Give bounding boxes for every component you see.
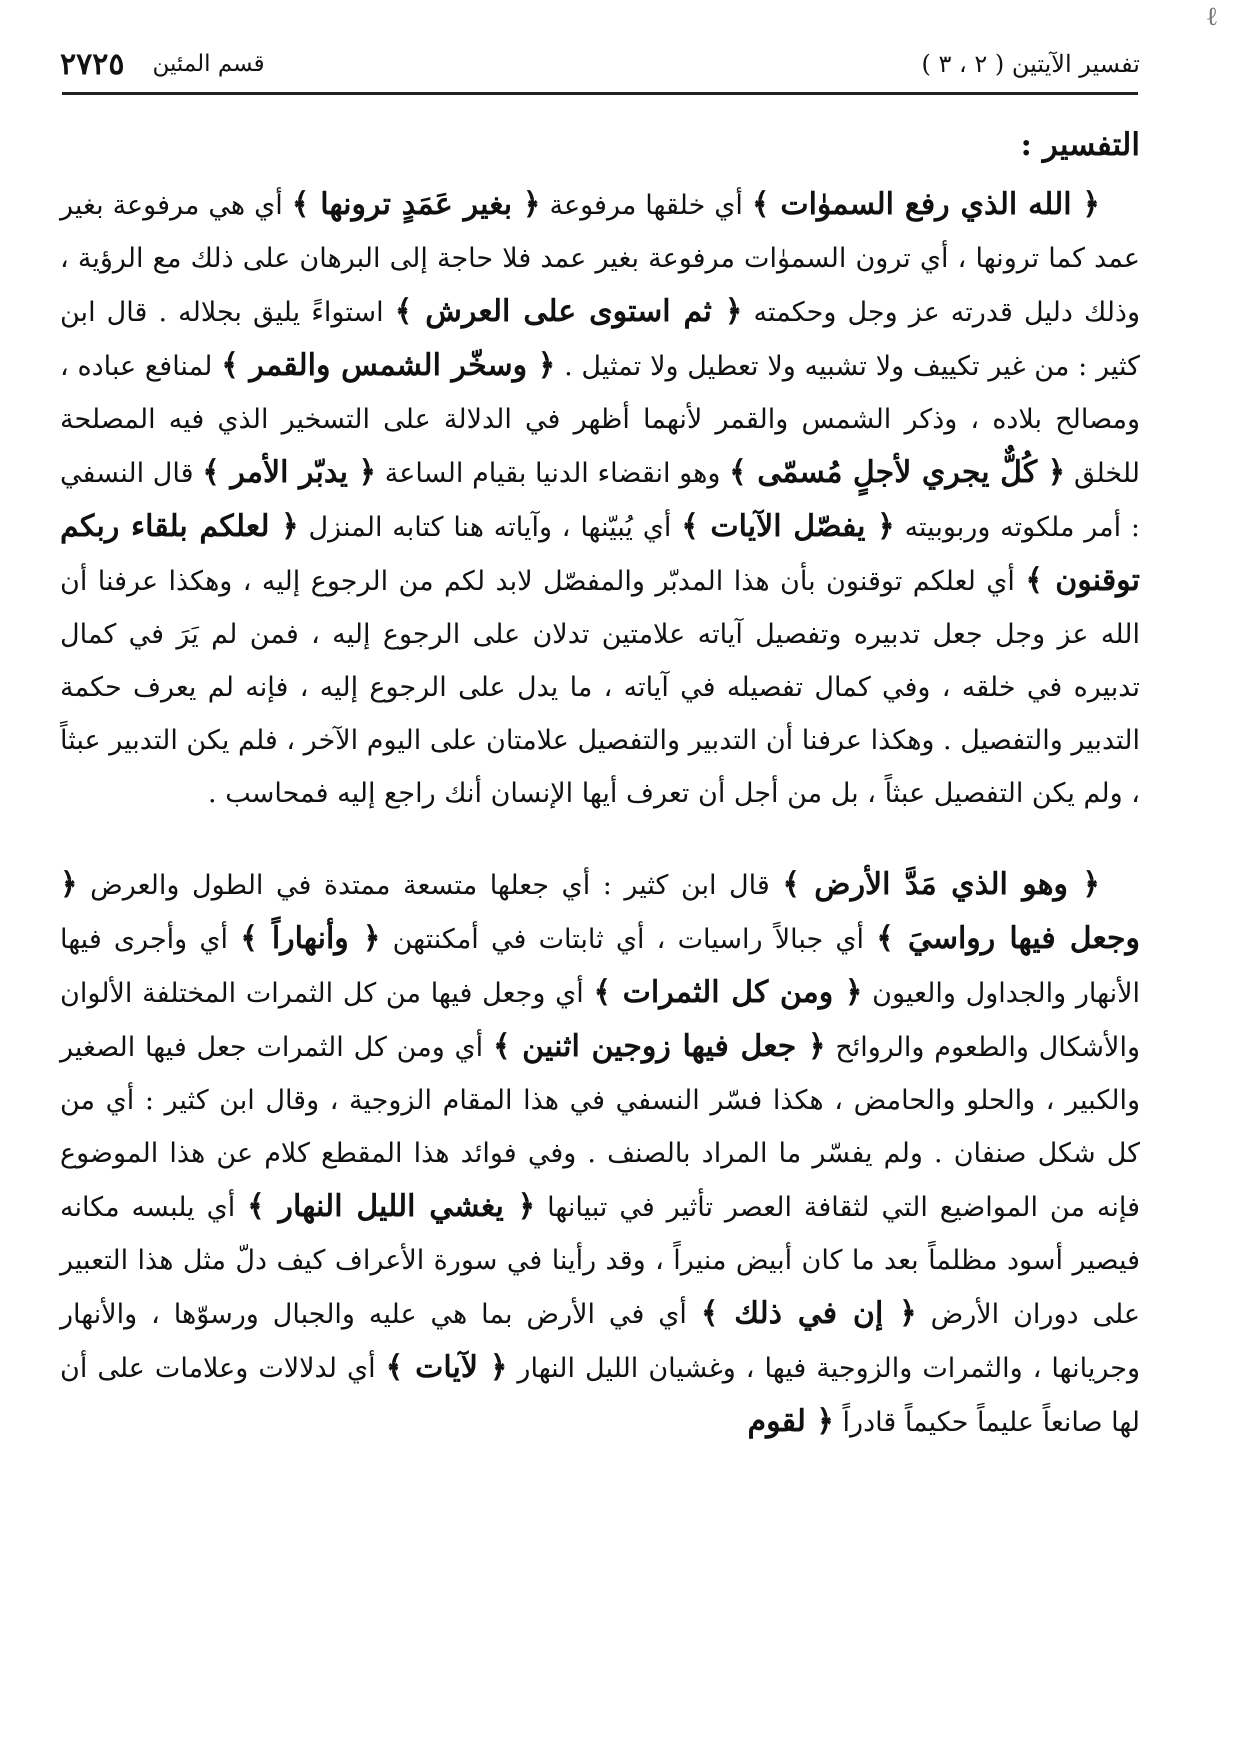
quran-verse-text: ﴿ ثم استوى على العرش ﴾ <box>394 294 743 329</box>
commentary-paragraph-2 <box>60 858 1140 1449</box>
quran-verse-text: ﴿ لآيات ﴾ <box>385 1350 508 1385</box>
quran-verse-text: ﴿ جعل فيها زوجين اثنين ﴾ <box>492 1029 826 1064</box>
quran-verse-text: ﴿ الله الذي رفع السموٰات ﴾ <box>751 187 1100 222</box>
page-body <box>60 120 1140 1449</box>
commentary-text: أي لدلالات وعلامات على أن لها صانعاً عليماً حكيماً قادراً <box>60 1353 1140 1438</box>
quran-verse-text: ﴿ بغير عَمَدٍ ترونها ﴾ <box>291 187 541 222</box>
quran-verse-text: ﴿ وجعل فيها رواسيَ ﴾ <box>60 867 1140 956</box>
quran-verse-text: ﴿ كُلٌّ يجري لأجلٍ مُسمّى ﴾ <box>729 455 1066 490</box>
running-header-section: قسم المئين <box>152 51 265 77</box>
commentary-paragraph-1 <box>60 178 1140 820</box>
quran-verse-text: ﴿ لعلكم بلقاء ربكم توقنون ﴾ <box>60 509 1141 598</box>
commentary-text: أي خلقها مرفوعة <box>540 190 752 221</box>
quran-verse-text: ﴿ ومن كل الثمرات ﴾ <box>593 975 863 1010</box>
commentary-text: لمنافع عباده ، ومصالح بلاده ، وذكر الشمس والقمر لأنهما أظهر في الدلالة على التسخير الذي فيه المصلحة للخلق <box>60 351 1140 489</box>
commentary-text: أي يلبسه مكانه فيصير أسود مظلماً بعد ما كان أبيض منيراً ، وقد رأينا في سورة الأعراف كيف دلّ مثل هذا التعبير على دوران الأرض <box>60 1192 1140 1330</box>
quran-verse-text: ﴿ إن في ذلك ﴾ <box>700 1296 917 1331</box>
quran-verse-text: ﴿ يدبّر الأمر ﴾ <box>202 455 377 490</box>
commentary-text: أي وجعل فيها من كل الثمرات المختلفة الألوان والأشكال والطعوم والروائح <box>60 978 1140 1063</box>
page-number: ٢٧٢٥ <box>60 46 125 82</box>
commentary-text: أي يُبيّنها ، وآياته هنا كتابه المنزل <box>298 512 682 543</box>
commentary-text: أي وأجرى فيها الأنهار والجداول والعيون <box>60 924 1140 1009</box>
paragraph-gap <box>60 820 1140 858</box>
quran-verse-text: ﴿ وأنهاراً ﴾ <box>240 921 381 956</box>
page-edge-mark: ℓ <box>1205 2 1219 32</box>
commentary-text: أي لعلكم توقنون بأن هذا المدبّر والمفصّل لابد لكم من الرجوع إليه ، وهكذا عرفنا أن الله عز وجل جعل تدبيره وتفصيل آياته علامتين تدلان على الرجوع إليه ، فمن لم يَرَ في كمال تدبيره في خلقه ، وفي كمال تفصيله في آياته ، ما يدل على الرجوع إليه ، فإنه لم يعرف حكمة التدبير والتفصيل . وهكذا عرفنا أن التدبير والتفصيل علامتان على اليوم الآخر ، فلم يكن التدبير عبثاً ، ولم يكن التفصيل عبثاً ، بل من أجل أن تعرف أيها الإنسان أنك راجع إليه فمحاسب . <box>60 566 1140 809</box>
commentary-text: أي هي مرفوعة بغير عمد كما ترونها ، أي ترون السموٰات مرفوعة بغير عمد فلا حاجة إلى البرهان على ذلك مع الرؤية ، وذلك دليل قدرته عز وجل وحكمته <box>60 190 1140 328</box>
commentary-text: استواءً يليق بجلاله . قال ابن كثير : من غير تكييف ولا تشبيه ولا تعطيل ولا تمثيل . <box>60 297 1140 382</box>
commentary-text: أي في الأرض بما هي عليه والجبال ورسوّها ، والأنهار وجريانها ، والثمرات والزوجية فيها ، وغشيان الليل النهار <box>60 1299 1140 1384</box>
section-heading: التفسير : <box>1020 127 1140 163</box>
running-header-title: تفسير الآيتين ( ٢ ، ٣ ) <box>921 50 1140 78</box>
quran-verse-text: ﴿ وهو الذي مَدَّ الأرض ﴾ <box>782 867 1100 902</box>
commentary-text: أي ومن كل الثمرات جعل فيها الصغير والكبير ، والحلو والحامض ، هكذا فسّر النسفي في هذا المقام الزوجية ، وقال ابن كثير : أي من كل شكل صنفان . ولم يفسّر ما المراد بالصنف . وفي فوائد هذا المقطع كلام عن هذا الموضوع فإنه من المواضيع التي لثقافة العصر تأثير في تبيانها <box>60 1032 1140 1223</box>
running-header-left <box>60 47 265 82</box>
quran-verse-text: ﴿ يغشي الليل النهار ﴾ <box>247 1189 536 1224</box>
commentary-text: قال ابن كثير : أي جعلها متسعة ممتدة في الطول والعرض <box>77 870 783 901</box>
header-rule <box>62 92 1138 95</box>
quran-verse-text: ﴿ يفصّل الآيات ﴾ <box>681 509 895 544</box>
running-header <box>60 38 1140 90</box>
commentary-text: وهو انقضاء الدنيا بقيام الساعة <box>376 458 730 489</box>
commentary-text: قال النسفي : أمر ملكوته وربوبيته <box>60 458 1140 543</box>
quran-verse-text: ﴿ وسخّر الشمس والقمر ﴾ <box>221 348 556 383</box>
commentary-text: أي جبالاً راسيات ، أي ثابتات في أمكنتهن <box>380 924 877 955</box>
quran-verse-text: ﴿ لقوم <box>747 1404 834 1439</box>
